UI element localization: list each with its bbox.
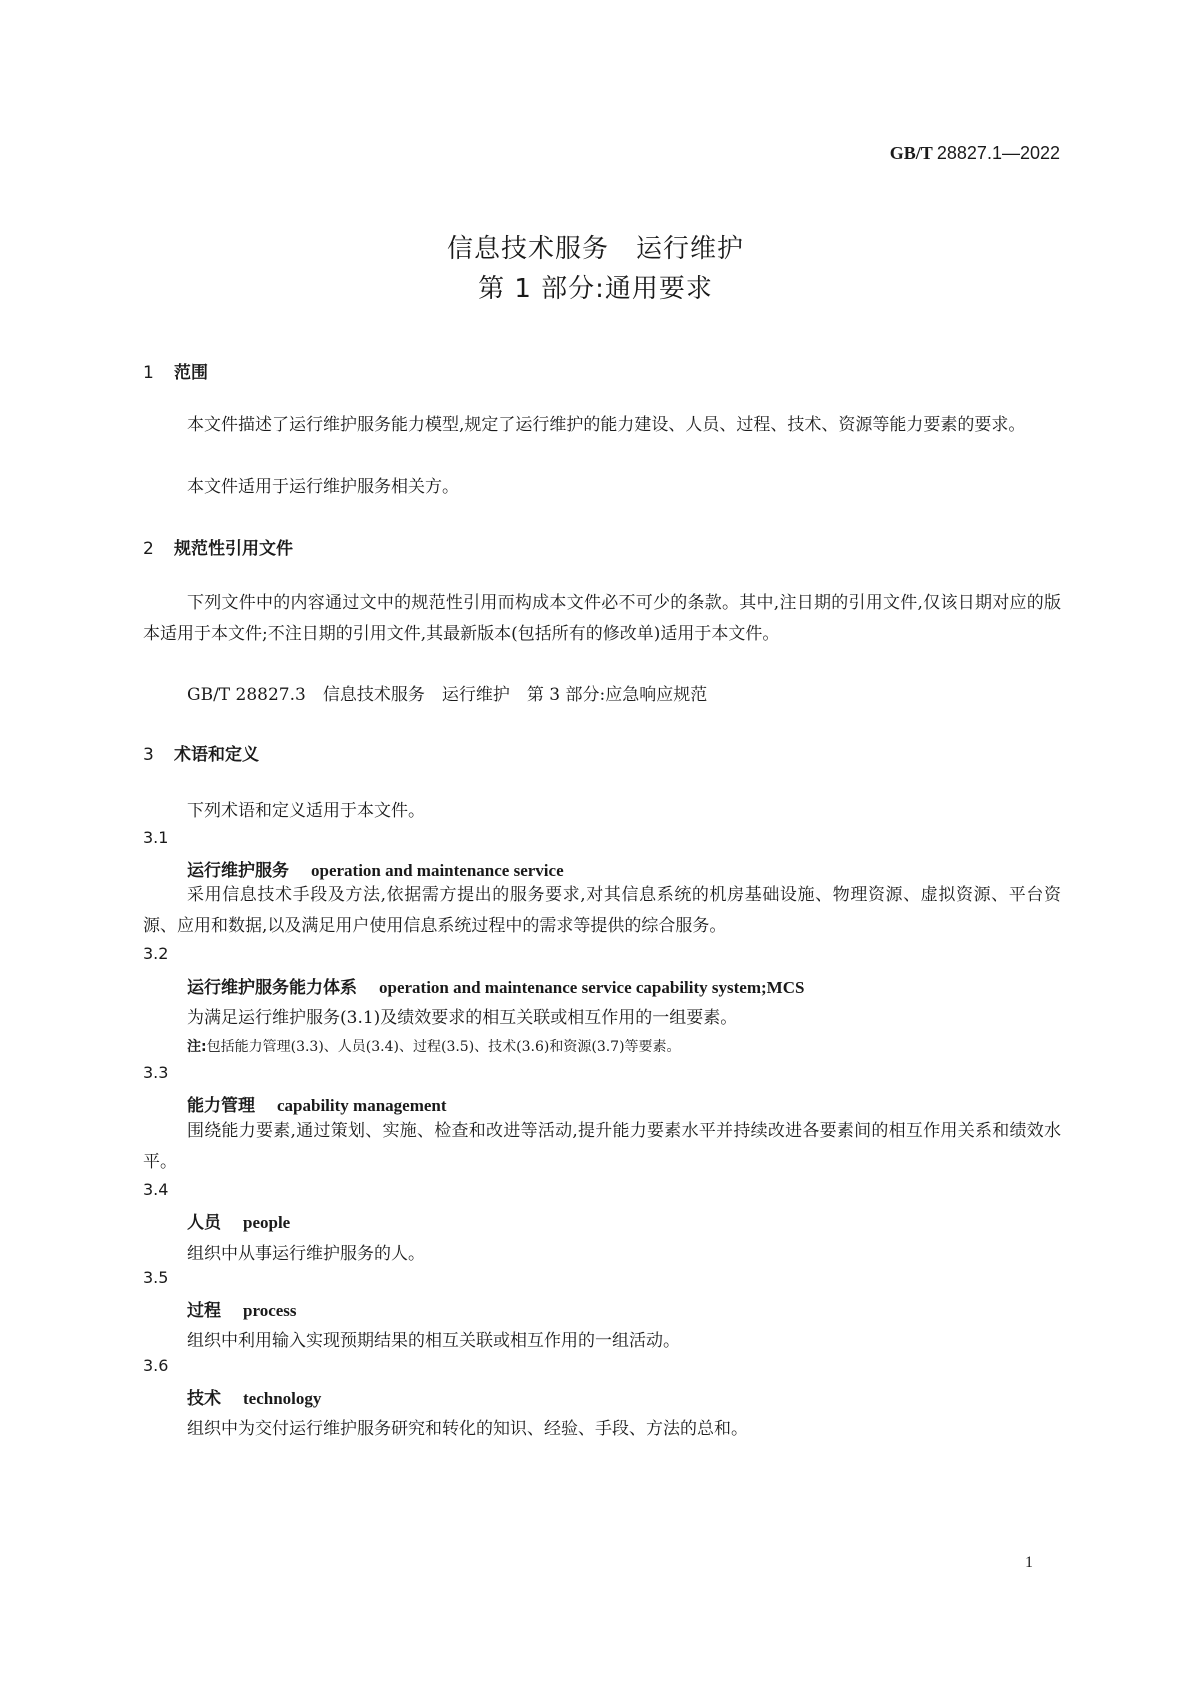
section-2-heading: 2 规范性引用文件 [143, 539, 293, 559]
section-1-heading: 1 范围 [143, 363, 208, 383]
document-title-line-2: 第 1 部分:通用要求 [478, 274, 713, 304]
term-heading: 运行维护服务能力体系 operation and maintenance service capability system;MCS [187, 978, 805, 998]
section-2-paragraph: 下列文件中的内容通过文中的规范性引用而构成本文件必不可少的条款。其中,注日期的引用文件,仅该日期对应的版本适用于本文件;不注日期的引用文件,其最新版本(包括所有的修改单)适用于本文件。 [143, 593, 1061, 644]
term-heading: 过程 process [187, 1301, 297, 1321]
term-heading: 人员 people [187, 1213, 291, 1233]
term-number: 3.6 [143, 1356, 169, 1375]
term-number: 3.5 [143, 1268, 169, 1287]
term-number: 3.1 [143, 828, 169, 847]
term-note: 注:包括能力管理(3.3)、人员(3.4)、过程(3.5)、技术(3.6)和资源(3.7)等要素。 [187, 1039, 681, 1055]
term-number: 3.2 [143, 944, 169, 963]
page-number: 1 [1025, 1554, 1033, 1571]
term-definition: 为满足运行维护服务(3.1)及绩效要求的相互关联或相互作用的一组要素。 [187, 1008, 738, 1028]
section-1-paragraph-2: 本文件适用于运行维护服务相关方。 [187, 477, 459, 497]
term-heading: 能力管理 capability management [187, 1096, 447, 1116]
term-definition: 围绕能力要素,通过策划、实施、检查和改进等活动,提升能力要素水平并持续改进各要素间的相互作用关系和绩效水平。 [143, 1121, 1061, 1172]
term-heading: 技术 technology [187, 1389, 322, 1409]
term-definition: 组织中为交付运行维护服务研究和转化的知识、经验、手段、方法的总和。 [187, 1419, 748, 1439]
section-3-intro: 下列术语和定义适用于本文件。 [187, 801, 425, 821]
term-number: 3.3 [143, 1063, 169, 1082]
normative-reference: GB/T 28827.3 信息技术服务 运行维护 第 3 部分:应急响应规范 [187, 685, 708, 705]
term-number: 3.4 [143, 1180, 169, 1199]
standard-number: GB/T 28827.1—2022 [889, 143, 1060, 163]
document-title-line-1: 信息技术服务 运行维护 [446, 234, 744, 264]
term-heading: 运行维护服务 operation and maintenance service [187, 861, 564, 881]
term-definition: 采用信息技术手段及方法,依据需方提出的服务要求,对其信息系统的机房基础设施、物理资源、虚拟资源、平台资源、应用和数据,以及满足用户使用信息系统过程中的需求等提供的综合服务。 [143, 885, 1061, 936]
term-definition: 组织中从事运行维护服务的人。 [187, 1244, 425, 1264]
section-3-heading: 3 术语和定义 [143, 745, 259, 765]
term-definition: 组织中利用输入实现预期结果的相互关联或相互作用的一组活动。 [187, 1331, 680, 1351]
section-1-paragraph-1: 本文件描述了运行维护服务能力模型,规定了运行维护的能力建设、人员、过程、技术、资源等能力要素的要求。 [187, 415, 1026, 435]
